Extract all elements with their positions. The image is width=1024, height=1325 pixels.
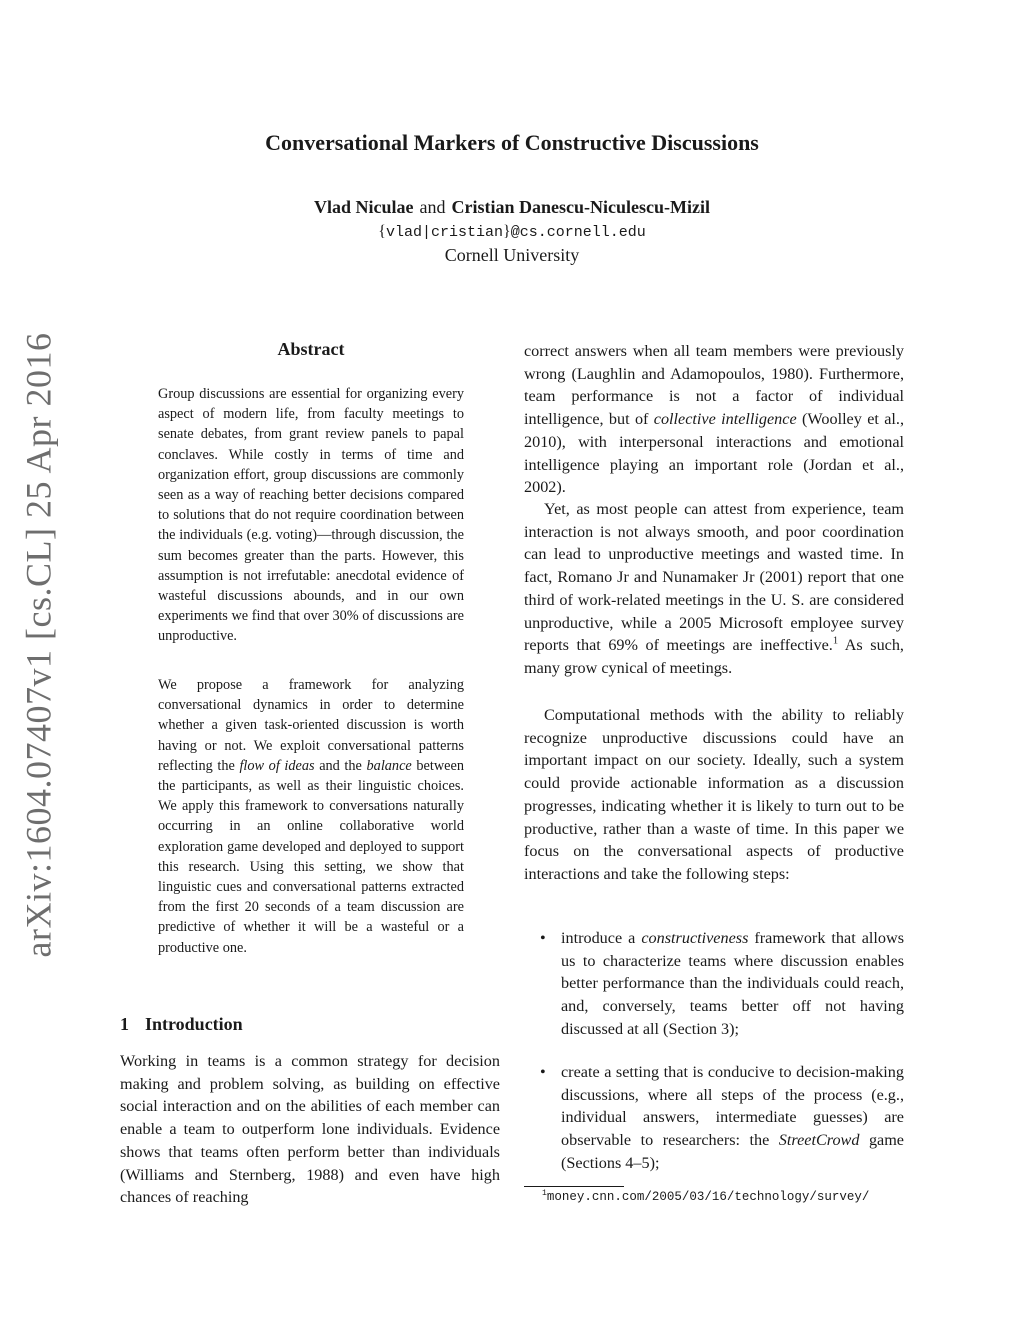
arxiv-stamp-text: arXiv:1604.07407v1 [cs.CL] 25 Apr 2016	[18, 332, 58, 958]
author-1: Vlad Niculae	[314, 197, 414, 217]
bullet-2-part-b: game (Sections 4–5);	[561, 1131, 904, 1172]
footnote-ref: 1	[832, 635, 839, 647]
abstract-balance: balance	[366, 757, 412, 774]
collective-intelligence-term: collective intelligence	[653, 410, 797, 429]
bullet-1-part-a: introduce a	[561, 929, 642, 947]
list-item	[540, 1061, 904, 1175]
abstract-flow-of-ideas: flow of ideas	[239, 757, 315, 774]
list-item-text	[561, 1061, 904, 1175]
author-email	[0, 223, 1024, 241]
right-p2-part-a: Yet, as most people can attest from experience, team interaction is not always smooth, and poor coordination can lead to unproductive meetings and wasted time. In fact, Romano Jr and Nunamaker Jr (2001) report that one third of work-related meetings in the U. S. are considered unproductive, while a 2005 Microsoft employee survey reports that 69% of meetings are ineffective.	[524, 500, 904, 655]
list-item	[540, 927, 904, 1041]
author-2: Cristian Danescu-Niculescu-Mizil	[451, 197, 710, 217]
email-domain: @cs.cornell.edu	[510, 224, 646, 241]
right-p1-part-b: (Woolley et al., 2010), with interpersonal interactions and emotional intelligence playing an important role (Jordan et al., 2002).	[524, 410, 904, 497]
abstract-paragraph-1: Group discussions are essential for organizing every aspect of modern life, from faculty meetings to senate debates, from grant review panels to papal conclaves. While costly in terms of time and organization effort, group discussions are commonly seen as a way of reaching better decisions compared to solutions that do not require coordination between the individuals (e.g. voting)—through discussion, the sum becomes greater than the parts. However, this assumption is not irrefutable: anecdotal evidence of wasteful discussions abounds, and in our own experiments we find that over 30% of discussions are unproductive.	[158, 386, 464, 645]
affiliation: Cornell University	[444, 245, 580, 265]
list-item-text	[561, 927, 904, 1041]
right-paragraph-2	[524, 498, 904, 680]
streetcrowd-term: StreetCrowd	[778, 1131, 860, 1150]
footnote-mark: 1	[542, 1188, 547, 1198]
arxiv-stamp	[8, 332, 68, 958]
abstract-p2-part-b: and the	[314, 757, 367, 774]
footnote	[542, 1190, 869, 1204]
abstract-paragraph-2	[158, 675, 464, 958]
intro-paragraph-1: Working in teams is a common strategy for decision making and problem solving, as building on effective social interaction and on the abilities of each member can enable a team to outperform lone individuals. Evidence shows that teams often perform better than individuals (Williams and Sternberg, 1988) and even have high chances of reaching	[120, 1052, 500, 1207]
right-p2-part-b: As such, many grow cynical of meetings.	[524, 636, 904, 677]
abstract-p2-part-c: between the participants, as well as their linguistic choices. We apply this framework to conversations naturally occurring in an online collaborative world exploration game developed and deployed to support this research. Using this setting, we show that linguistic cues and conversational patterns extracted from the first 20 seconds of a team discussion are predictive of whether it will be a wasteful or a productive one.	[158, 757, 465, 956]
bullet-dot: •	[540, 929, 546, 947]
author-conjunction: and	[419, 197, 446, 217]
email-brace-open: {	[378, 223, 386, 240]
footnote-url: money.cnn.com/2005/03/16/technology/survey/	[546, 1190, 870, 1204]
author-line	[0, 197, 1024, 218]
bullet-dot: •	[540, 1063, 546, 1081]
paper-title: Conversational Markers of Constructive Discussions	[265, 130, 759, 155]
footnote-divider	[524, 1186, 624, 1187]
right-paragraph-3: Computational methods with the ability to reliably recognize unproductive discussions could have an important impact on our society. Ideally, such a system could provide actionable information as a discussion progresses, indicating whether it is likely to turn out to be productive, rather than a waste of time. In this paper we focus on the conversational aspects of productive interactions and take the following steps:	[524, 706, 904, 883]
bullet-1-part-b: framework that allows us to characterize teams where discussion enables better performance than the individuals could reach, and, conversely, teams better off not having discussed at all (Section 3);	[561, 929, 904, 1038]
section-number: 1	[120, 1014, 129, 1034]
email-names: vlad|cristian	[385, 224, 503, 241]
abstract-p2-part-a: We propose a framework for analyzing conversational dynamics in order to determine whether a given task-oriented discussion is worth having or not. We exploit conversational patterns reflecting the	[158, 677, 464, 774]
email-brace-close: }	[503, 223, 511, 240]
right-p1-part-a: correct answers when all team members were previously wrong (Laughlin and Adamopoulos, 1980). Furthermore, team performance is not a factor of individual intelligence, but of	[524, 342, 904, 429]
constructiveness-term: constructiveness	[641, 929, 749, 947]
abstract-heading: Abstract	[277, 339, 345, 359]
section-heading-introduction	[120, 1014, 243, 1035]
bullet-2-part-a: create a setting that is conducive to decision-making discussions, where all steps of the process (e.g., individual answers, intermediate guesses) are observable to researchers: the	[561, 1063, 904, 1150]
section-title: Introduction	[145, 1014, 243, 1034]
right-paragraph-1	[524, 340, 904, 499]
